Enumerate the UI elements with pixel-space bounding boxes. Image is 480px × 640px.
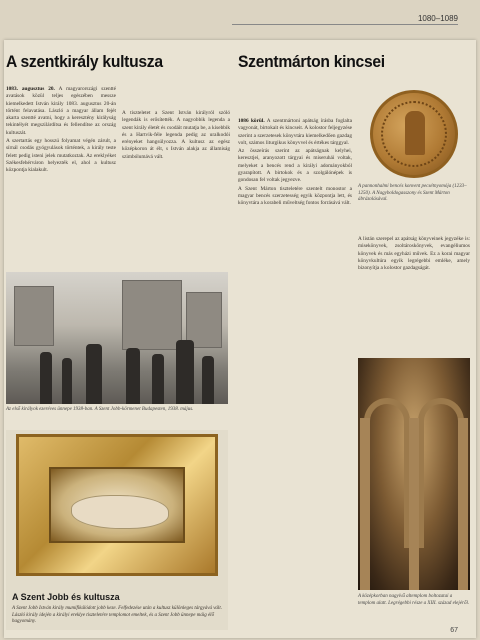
szent-jobb-sidebar — [6, 430, 228, 630]
right-column-2-text: A listán szerepel az apátság könyveinek jegyzéke is: misekönyvek, zsoltároskönyvek, evangéliumos könyvek és más egyházi művek. Ez a korai magyar könyvkultúra egyik legrégebbi emléke, amely bizonyítja a kolostor gazdagságát. — [358, 236, 470, 272]
right-paragraph — [238, 118, 352, 147]
page-range-header: 1080–1089 — [417, 14, 458, 23]
page-number: 67 — [450, 627, 458, 634]
seal-figure — [358, 86, 470, 228]
crypt-photo — [358, 358, 470, 590]
procession-photo-caption: Az első királyok ezeréves ünnepe 1938-ban. A Szent Jobb-körmenet Budapesten, 1938. május. — [6, 407, 194, 412]
left-paragraph-date: 1083. augusztus 20. — [6, 86, 55, 92]
left-paragraph — [6, 138, 116, 174]
right-paragraph-date: 1086 körül. — [238, 118, 265, 124]
right-article-column-1 — [238, 118, 352, 630]
left-paragraph — [6, 86, 116, 137]
right-paragraph-text: A Szent Márton tiszteletére szentelt monostor a magyar bencés szerzetesség egyik központja lett, és könyvtára a korabeli műveltség fontos forrásává vált. — [238, 185, 352, 207]
left-article-title: A szentkirály kultusza — [6, 52, 163, 71]
right-paragraph-text: Az összeírás szerint az apátságnak kelyhei, keresztjei, aranyozott tárgyai és miseruhái voltak, melyeket a bencés rend a királyi adományokból gyarapított. A birtokok és a szolgálónépek is gondosan fel voltak jegyezve. — [238, 148, 352, 184]
crypt-caption: A középkorban nagyívű altemplom boltozatai a templom alatt. Legrégebbi része a XIII. század elejéről. — [358, 594, 470, 606]
szent-jobb-title: A Szent Jobb és kultusza — [12, 592, 120, 602]
right-paragraph-text: A szentmártoni apátság írásba foglalta vagyonát, birtokait és kincseit. A kolostor feljegyzése szerint a szerzetesek könyvtára kiemelkedően gazdag volt, számos liturgikus könyvvel és értékes tárggyal. — [238, 118, 352, 146]
left-column-2-text: A tiszteletet a Szent István királyról szóló legendák is erősítették. A nagyobbik legenda a szent király életét és csodáit mutatja be, a kisebbik és a Hartvik-féle legenda pedig az uralkodói erényeket hangsúlyozza. A kultusz az egész középkoron át élt, s István alakja az államiság szimbólumává vált. — [122, 110, 230, 160]
procession-photo — [6, 272, 228, 404]
left-article-column-1 — [6, 86, 116, 270]
left-paragraph-text: A szertartás egy hosszú folyamat végén zárult, a sírnál csodás gyógyulások történtek, a király teste felett pedig isteni jelek mutatkoztak. Az ereklyéket Székesfehérváron helyezték el, ahol a kultusz központja kialakult. — [6, 138, 116, 174]
right-article-title: Szentmárton kincsei — [238, 52, 385, 71]
header-rule — [232, 24, 458, 25]
left-paragraph-text: A magyarországi szentté avatások közül teljes egészében messze kiemelkedett István király 1083. augusztus 20-án történt felavatása. László a magyar állam fejét akarta szentté avatni, hogy a keresztény királyság tekintélyét megszilárdítsa és fellendítse az ország kultuszát. — [6, 86, 116, 136]
szent-jobb-text: A Szent Jobb István király mumifikálódott jobb keze. Felfedezése után a kultusz különleges tárgyává vált. László király idején a királyi ereklye tiszteletére templomot emeltek, és a Szent Jobb ünnepe máig élő hagyomány. — [12, 606, 222, 624]
right-article-column-2 — [358, 236, 470, 354]
seal-image — [370, 90, 458, 178]
left-article-column-2 — [122, 110, 230, 270]
right-paragraph — [238, 148, 352, 184]
reliquary-image — [16, 434, 218, 576]
seal-caption: A pannonhalmi bencés konvent pecsétnyomója (1233–1250). A Nagyboldogasszony és Szent Márton ábrázolásával. — [358, 184, 467, 202]
right-paragraph — [238, 186, 352, 208]
